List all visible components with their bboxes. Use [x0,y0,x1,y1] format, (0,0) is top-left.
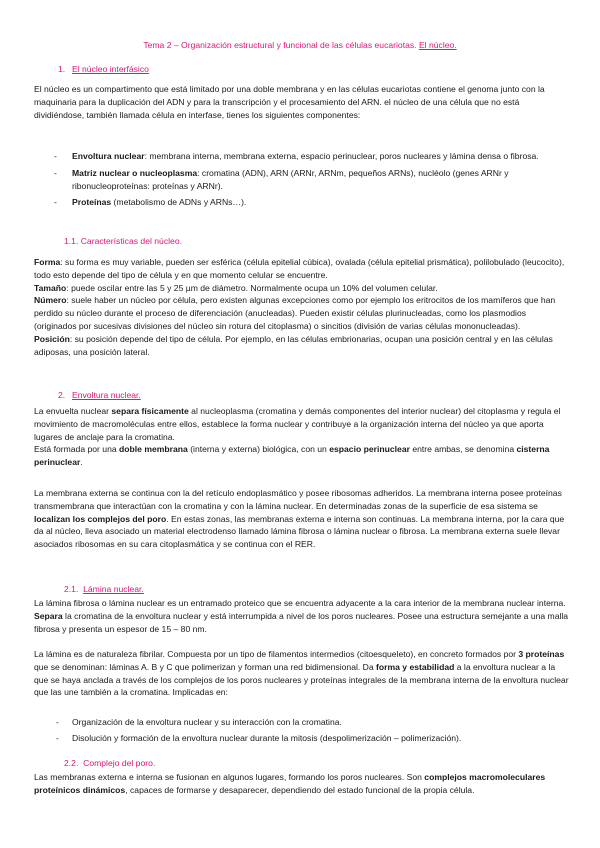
list-text: Organización de la envoltura nuclear y su interacción con la cromatina. [72,717,342,727]
text: , capaces de formarse y desaparecer, dependiendo del estado funcional de la propia célula. [125,784,475,795]
paragraph-numero [34,294,570,332]
list-term: Proteínas [72,197,112,208]
list-text: Disolución y formación de la envoltura nuclear durante la mitosis (despolimerización – polimerización). [72,732,462,743]
section-title: El núcleo interfásico [72,64,149,74]
title-text: Tema 2 – Organización estructural y funcional de las células eucariotas. [143,40,419,50]
text: La lámina fibrosa o lámina nuclear es un entramado proteico que se encuentra adyacente a la cara interior de la membrana nuclear interna. [34,598,566,608]
section-2-heading [58,389,141,402]
list-marker: - [54,151,57,161]
section-2-body [34,405,570,469]
term-text: : suele haber un núcleo por célula, pero existen algunas excepciones como por ejemplo los eritrocitos de los mamíferos que han perdido su núcleo durante el proceso de diferenciación (anucleadas). Pueden existir células plurinucleadas, como los plasmodios (originados por sucesivas divisiones del núcleo sin rotura del citoplasma) o sincitios (división de varias células mononucleadas). [34,295,556,331]
emphasis: espacio perinuclear [329,444,410,455]
list-text: : membrana interna, membrana externa, espacio perinuclear, poros nucleares y lámina densa o fibrosa. [144,151,539,161]
paragraph [34,597,570,635]
section-title: 1.1. Características del núcleo. [64,236,182,246]
emphasis: Separa [34,610,63,621]
text: que se denominan: láminas A. B y C que polimerizan y forman una red bidimensional. Da [34,661,377,672]
section-title: Complejo del poro. [83,758,156,768]
component-list [34,150,570,213]
section-number: 2.1. [64,584,79,594]
text: (interna y externa) biológica, con un [187,444,330,455]
paragraph [34,487,570,551]
text: . [80,457,83,468]
emphasis: cisterna perinuclear [34,444,550,468]
emphasis: separa físicamente [111,406,189,416]
text: al nucleoplasma (cromatina y demás componentes del interior nuclear) del citoplasma y regula el movimiento de macromoléculas entre ellos, establece la forma nuclear y contribuye a la organización interna del núcleo ya que aporta lugares de anclaje para la cromatina. [34,406,561,442]
text: La envuelta nuclear [34,406,112,416]
section-1-heading [58,63,149,76]
title-link[interactable]: El núcleo. [418,40,457,50]
text: La membrana externa se continua con la del retículo endoplasmático y posee ribosomas adheridos. La membrana interna posee proteínas transmembrana que interactúan con la cromatina y con la lámina nuclear. En determinadas zonas de la superficie de esa sistema se [34,488,562,511]
text: Las membranas externa e interna se fusionan en algunos lugares, formando los poros nucleares. Son [34,772,425,782]
paragraph [34,443,570,469]
list-marker: - [54,197,57,208]
section-2-1-body [34,597,570,635]
list-marker: - [56,717,59,727]
paragraph: El núcleo es un compartimento que está limitado por una doble membrana y en las células eucariotas contiene el genoma junto con la maquinaria para la duplicación del ADN y para la transcripción y el procesamiento del ARN. el núcleo de una célula que no está dividiéndose, también llamada célula en interfase, tienes los siguientes componentes: [34,84,545,120]
list-text: (metabolismo de ADNs y ARNs…). [111,197,247,208]
section-title: Lámina nuclear. [83,584,144,594]
section-1-1-heading [64,235,182,248]
text: La lámina es de naturaleza fibrilar. Compuesta por un tipo de filamentos intermedios (citoesqueleto), en concreto formados por [34,649,519,659]
section-1-intro [34,83,570,121]
text: . En estas zonas, las membranas externa e interna son continuas. La membrana interna, por la cara que da al núcleo, lleva asociado un material electrodenso llamado lámina fibrosa o lámina nuclear o fibrosa. La membrana externa suele llevar asociados ribosomas en su cara citoplasmática y se continua con el RER. [34,513,565,550]
text: a la envoltura nuclear a la que se haya anclada a través de los complejos de los poros nucleares y proteínas integrales de la membrana interna de la envoltura nuclear que las une también a la cromatina. Implicadas en: [34,661,569,698]
list-term: Envoltura nuclear [72,151,145,161]
paragraph [34,405,570,443]
paragraph-posicion [34,333,570,359]
text: la cromatina de la envoltura nuclear y está interrumpida a nivel de los poros nucleares. Posee una estructura semejante a una malla fibrosa y presenta un espesor de 15 – 80 nm. [34,610,569,634]
list-marker: - [54,167,57,178]
list-item [34,167,570,193]
list-item [34,732,570,745]
emphasis: doble membrana [119,444,188,455]
section-2-body-2 [34,487,570,551]
section-2-1-body-2 [34,648,570,699]
emphasis: localizan los complejos del poro [34,513,167,524]
emphasis: 3 proteínas [518,649,565,659]
paragraph [34,648,570,699]
term-label: Posición [34,333,70,344]
term-label: Forma [34,257,61,267]
list-item [34,150,570,163]
text: entre ambas, se denomina [409,444,517,455]
list-item [34,716,570,729]
section-2-2-heading [64,757,155,770]
term-text: : su forma es muy variable, pueden ser esférica (célula epitelial cúbica), ovalada (célula epitelial prismática), polilobulado (leucocito), todo esto depende del tipo de célula y en que momento celular se encuentre. [34,257,565,280]
implication-list [34,716,570,748]
section-2-1-heading [64,583,144,596]
list-item [34,196,570,209]
term-text: : puede oscilar entre las 5 y 25 µm de diámetro. Normalmente ocupa un 10% del volumen celular. [66,282,438,293]
term-label: Número [34,295,67,306]
section-number: 2. [58,390,66,400]
section-2-2-body [34,771,570,797]
text: Está formada por una [34,444,120,455]
page-title [0,39,600,52]
list-term: Matriz nuclear o nucleoplasma [72,167,198,178]
paragraph-tamano [34,282,570,295]
section-number: 2.2. [64,758,79,768]
section-title: Envoltura nuclear. [72,390,141,400]
section-1-1-body [34,256,570,358]
section-number: 1. [58,64,66,74]
term-label: Tamaño [34,282,67,293]
paragraph-forma [34,256,570,282]
emphasis: forma y estabilidad [376,661,455,672]
paragraph [34,771,570,797]
term-text: : su posición depende del tipo de célula. Por ejemplo, en las células embrionarias, ocupan una posición central y en las células adiposas, una posición lateral. [34,333,553,357]
list-text: : cromatina (ADN), ARN (ARNr, ARNm, pequeños ARNs), nucléolo (genes ARNr y ribonucleoproteínas: proteínas y ARNr). [72,167,509,191]
emphasis: complejos macromoleculares proteínicos dinámicos [34,772,546,795]
list-marker: - [56,732,59,743]
